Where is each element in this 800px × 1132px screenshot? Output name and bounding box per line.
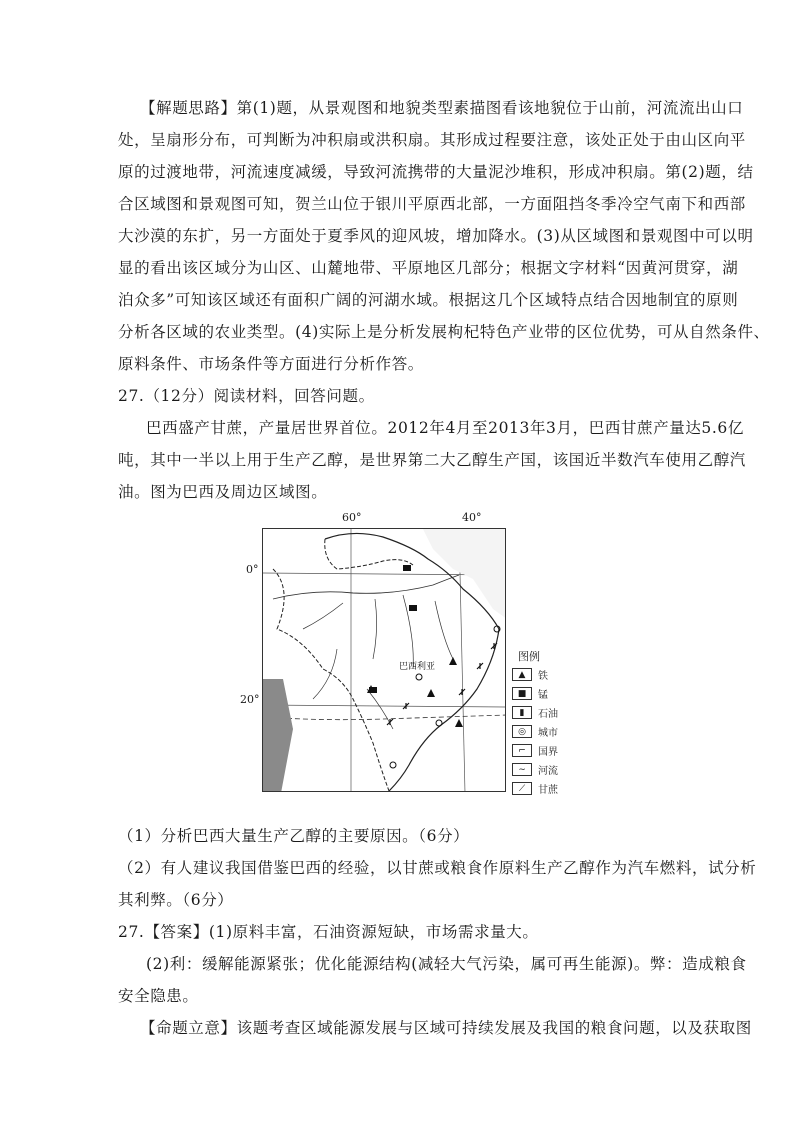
- border-west: [273, 569, 389, 791]
- question-27-header: 27.（12分）阅读材料，回答问题。: [118, 387, 375, 405]
- text-line: 泊众多”可知该区域还有面积广阔的河湖水域。根据这几个区域特点结合因地制宜的原则: [118, 291, 739, 309]
- text-line: 大沙漠的东扩，另一方面处于夏季风的迎风坡，增加降水。(3)从区域图和景观图中可以明: [118, 227, 754, 245]
- text-line: 显的看出该区域分为山区、山麓地带、平原地区几部分；根据文字材料“因黄河贯穿，湖: [118, 259, 739, 277]
- text-line: 分析各区域的农业类型。(4)实际上是分析发展枸杞特色产业带的区位优势，可从自然条件、: [118, 323, 770, 341]
- legend-label: 甘蔗: [538, 785, 558, 796]
- legend-label: 铁: [538, 671, 548, 682]
- lon-label-60: 60°: [342, 511, 362, 524]
- city-icon: [436, 720, 442, 726]
- tributary: [313, 649, 337, 699]
- text-line: 【解题思路】第(1)题，从景观图和地貌类型素描图看该地貌位于山前，河流流出山口: [140, 99, 744, 117]
- legend-item: [512, 742, 558, 759]
- legend-label: 石油: [538, 709, 558, 720]
- sugarcane-icon: [477, 663, 483, 669]
- question-2: （2）有人建议我国借鉴巴西的经验，以甘蔗或粮食作原料生产乙醇作为汽车燃料，试分析: [118, 859, 757, 877]
- manganese-icon: [403, 565, 411, 571]
- text-line: 吨，其中一半以上用于生产乙醇，是世界第二大乙醇生产国，该国近半数汽车使用乙醇汽: [118, 451, 746, 469]
- text-line: 合区域图和景观图可知，贺兰山位于银川平原西北部，一方面阻挡冬季冷空气南下和西部: [118, 195, 746, 213]
- brazil-map-drawing: [263, 529, 506, 792]
- lat-label-20: 20°: [240, 693, 260, 706]
- city-icon: [390, 762, 396, 768]
- question-2-cont: 其利弊。（6分）: [118, 891, 234, 909]
- text-line: 原的过渡地带，河流速度减缓，导致河流携带的大量泥沙堆积，形成冲积扇。第(2)题，结: [118, 163, 754, 181]
- question-1: （1）分析巴西大量生产乙醇的主要原因。（6分）: [118, 827, 470, 845]
- border-icon: ⌐: [512, 744, 532, 757]
- iron-icon: [449, 657, 457, 665]
- manganese-icon: ■: [512, 687, 532, 700]
- answer-line: 安全隐患。: [118, 987, 199, 1005]
- lat-label-0: 0°: [246, 563, 259, 576]
- legend-label: 河流: [538, 766, 558, 777]
- answer-line: 27.【答案】(1)原料丰富，石油资源短缺，市场需求量大。: [118, 923, 539, 941]
- tropic-line: [263, 715, 506, 720]
- tributary: [303, 603, 343, 629]
- brazil-map: [262, 528, 506, 792]
- tributary: [435, 601, 453, 659]
- text-line: 油。图为巴西及周边区域图。: [118, 483, 328, 501]
- iron-icon: [427, 689, 435, 697]
- legend-item: [512, 704, 558, 721]
- text-line: 巴西盛产甘蔗，产量居世界首位。2012年4月至2013年3月，巴西甘蔗产量达5.6亿: [146, 419, 744, 437]
- text-line: 处，呈扇形分布，可判断为冲积扇或洪积扇。其形成过程要注意，该处正处于由山区向平: [118, 131, 746, 149]
- legend-item: [512, 723, 558, 740]
- legend-title: 图例: [518, 650, 540, 663]
- iron-icon: [455, 719, 463, 727]
- city-icon: ◎: [512, 725, 532, 738]
- sugarcane-icon: ⟋: [512, 782, 532, 795]
- atlantic-ocean-area: [423, 529, 506, 619]
- river-icon: ∼: [512, 763, 532, 776]
- text-line: 原料条件、市场条件等方面进行分析作答。: [118, 355, 424, 373]
- legend-item: [512, 780, 558, 797]
- legend-label: 城市: [538, 728, 558, 739]
- oil-icon: ▮: [512, 706, 532, 719]
- parallel-20: [263, 705, 506, 707]
- sugarcane-icon: [459, 689, 465, 695]
- iron-icon: ▲: [512, 668, 532, 681]
- amazon-river: [273, 575, 459, 599]
- legend-item: [512, 666, 548, 683]
- legend-label: 锰: [538, 690, 548, 701]
- manganese-icon: [409, 605, 417, 611]
- legend-item: [512, 761, 558, 778]
- intent-paragraph: 【命题立意】该题考查区域能源发展与区域可持续发展及我国的粮食问题，以及获取图: [140, 1019, 752, 1037]
- legend-item: [512, 685, 548, 702]
- legend-label: 国界: [538, 747, 558, 758]
- pacific-ocean-area: [263, 679, 293, 792]
- answer-line: (2)利：缓解能源紧张；优化能源结构(减轻大气污染，属可再生能源)。弊：造成粮食: [146, 955, 747, 973]
- city-icon-brasilia: [416, 674, 422, 680]
- tributary: [373, 599, 377, 659]
- lon-label-40: 40°: [462, 511, 482, 524]
- city-label-brasilia: 巴西利亚: [399, 662, 436, 672]
